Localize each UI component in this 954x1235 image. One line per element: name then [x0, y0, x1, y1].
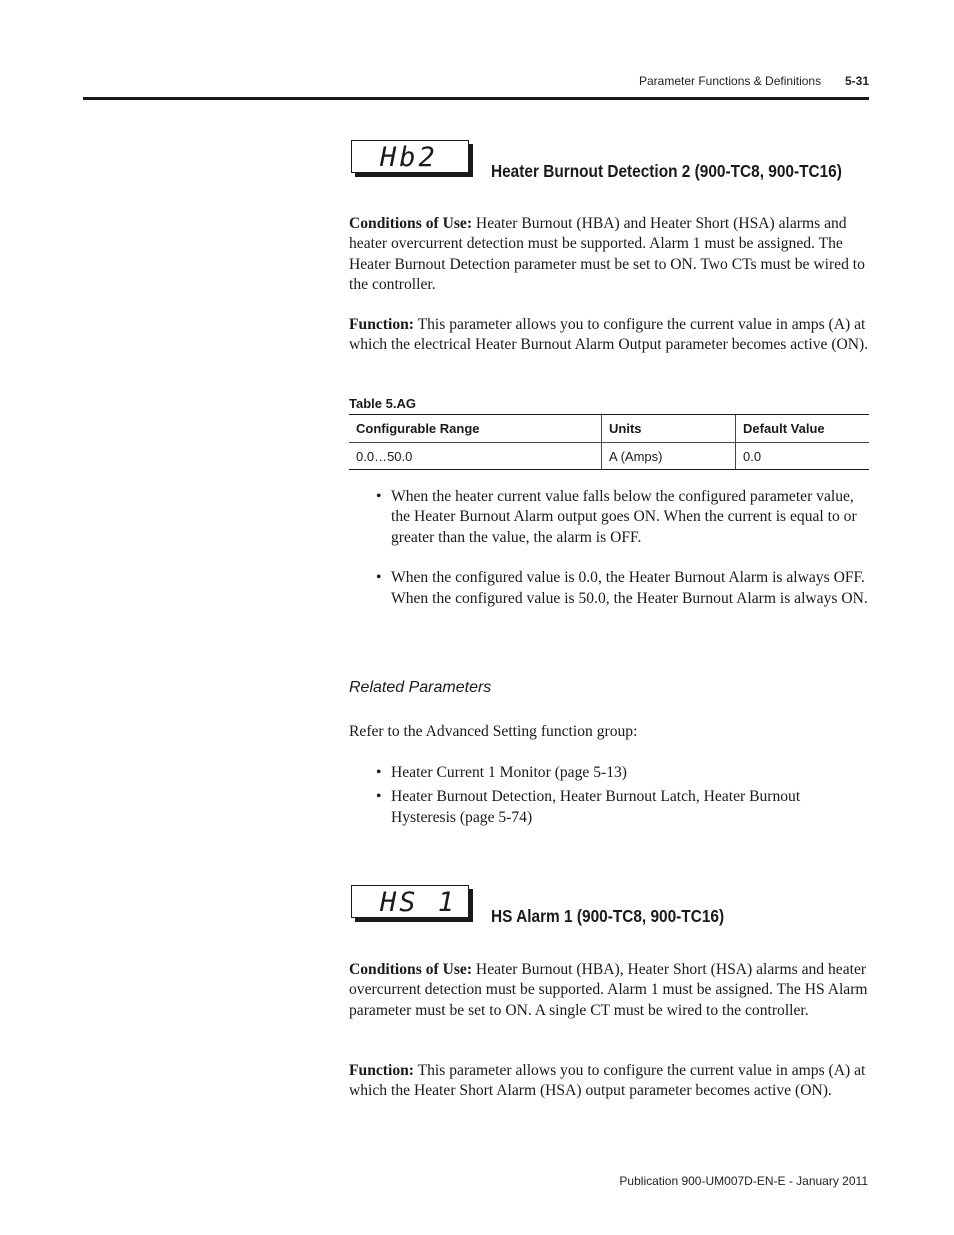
table-cell: A (Amps) — [602, 443, 736, 470]
bullet-icon: • — [376, 788, 382, 806]
hs1-function-text: This parameter allows you to configure the current value in amps (A) at which the Heater Short Alarm (HSA) output parameter becomes active (ON). — [349, 1062, 866, 1100]
publication-footer: Publication 900-UM007D-EN-E - January 2011 — [619, 1174, 868, 1188]
running-header-title: Parameter Functions & Definitions — [639, 74, 822, 88]
related-bullet-list — [376, 763, 868, 828]
table-caption: Table 5.AG — [349, 396, 416, 411]
table-row — [349, 443, 869, 470]
hb2-conditions — [349, 214, 869, 296]
list-item: • When the configured value is 0.0, the Heater Burnout Alarm is always OFF. When the configured value is 50.0, the Heater Burnout Alarm is always ON. — [376, 569, 868, 607]
parameter-table — [349, 414, 869, 470]
hb2-conditions-label: Conditions of Use: — [349, 215, 473, 232]
table-header-row — [349, 415, 869, 443]
hs1-conditions-label: Conditions of Use: — [349, 961, 473, 978]
list-item: • When the heater current value falls below the configured parameter value, the Heater Burnout Alarm output goes ON. When the current is equal to or greater than the value, the alarm is OFF. — [376, 488, 857, 546]
hs1-function — [349, 1061, 869, 1102]
related-parameters-heading: Related Parameters — [349, 679, 492, 696]
bullet-icon: • — [376, 569, 382, 587]
column-header: Units — [602, 415, 736, 443]
hs1-heading: HS Alarm 1 (900-TC8, 900-TC16) — [491, 906, 725, 926]
hb2-bullet-list — [376, 487, 868, 609]
bullet-icon: • — [376, 764, 382, 781]
list-item: • Heater Current 1 Monitor (page 5-13) — [376, 763, 868, 783]
table-cell: 0.0…50.0 — [349, 443, 602, 470]
hb2-function-label: Function: — [349, 316, 414, 333]
hs1-display-code: HS 1 — [351, 885, 469, 918]
header-rule — [83, 97, 869, 100]
hb2-display-code: Hb2 — [351, 140, 469, 173]
column-header: Default Value — [736, 415, 870, 443]
hs1-conditions — [349, 960, 869, 1021]
hb2-conditions-text: Heater Burnout (HBA) and Heater Short (HSA) alarms and heater overcurrent detection must be supported. Alarm 1 must be assigned. The Heater Burnout Detection parameter must be set to ON. Two CTs must be wired to the controller. — [349, 215, 865, 294]
hs1-conditions-text: Heater Burnout (HBA), Heater Short (HSA) alarms and heater overcurrent detection must be supported. Alarm 1 must be assigned. The HS Alarm parameter must be set to ON. A single CT must be wired to the controller. — [349, 961, 868, 1019]
list-item: • Heater Burnout Detection, Heater Burnout Latch, Heater Burnout Hysteresis (page 5-74) — [376, 788, 801, 826]
page-number: 5-31 — [845, 74, 870, 88]
related-intro: Refer to the Advanced Setting function group: — [349, 723, 638, 740]
column-header: Configurable Range — [349, 415, 602, 443]
table-cell: 0.0 — [736, 443, 870, 470]
hb2-function-text: This parameter allows you to configure the current value in amps (A) at which the electrical Heater Burnout Alarm Output parameter becomes active (ON). — [349, 316, 869, 354]
hb2-heading: Heater Burnout Detection 2 (900-TC8, 900-TC16) — [491, 161, 842, 181]
hb2-function — [349, 315, 869, 356]
hs1-function-label: Function: — [349, 1062, 414, 1079]
bullet-icon: • — [376, 488, 382, 505]
